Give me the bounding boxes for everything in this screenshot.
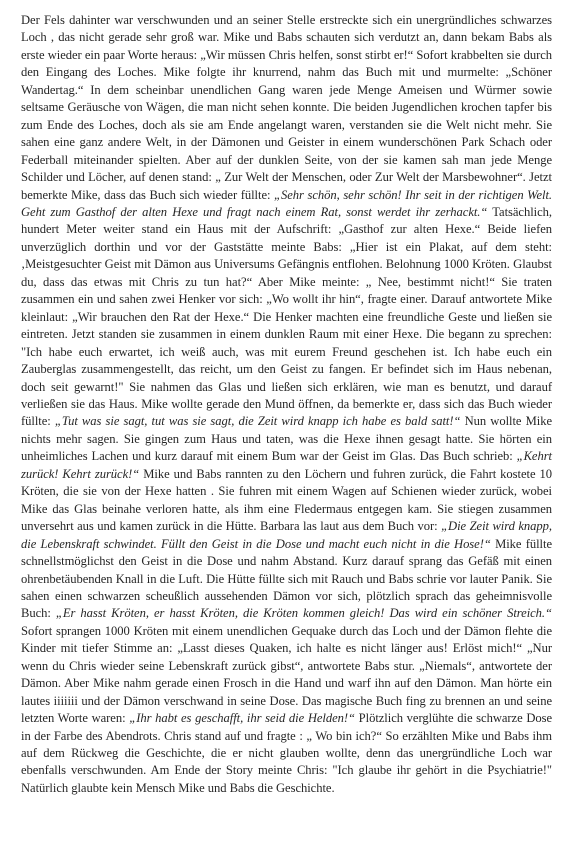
story-text-segment-1: Der Fels dahinter war verschwunden und an seiner Stelle erstreckte sich ein unergründliches schwarzes Loch , das nicht gerade sehr groß war. Mike und Babs schauten sich verdutzt an, dann bekam Babs als erste wieder ein paar Worte heraus: „Wir müssen Chris helfen, sonst stirbt er!“ Sofort krabbelten sie durch den Eingang des Loches. Mike folgte ihr knurrend, nahm das Buch mit und murmelte: „Schöner Wandertag.“ In dem scheinbar unendlichen Gang waren jede Menge Ameisen und Würmer sowie seltsame Geräusche von Wägen, die man nicht sehen konnte. Die beiden Jugendlichen krochen tapfer bis zum Ende des Loches, doch als sie am Ende angelangt waren, verstanden sie die Welt nicht mehr. Sie sahen eine ganz andere Welt, in der Dämonen und Geister in einem wunderschönen Park Schach oder Federball miteinander spielten. Aber auf der dunklen Seite, von der sie kamen sah man jede Menge Schilder und Löcher, auf denen stand: „ Zur Welt der Menschen, oder Zur Welt der Marsbewohner“. Jetzt bemerkte Mike, dass das Buch sich wieder füllte: [21,13,552,202]
magic-book-message-6: „Ihr habt es geschafft, ihr seid die Helden!“ [129,711,355,726]
story-text-segment-6: Sofort sprangen 1000 Kröten mit einem unendlichen Gequake durch das Loch und der Dämon flehte die Kinder mit tiefer Stimme an: „Lasst dieses Quaken, ich halte es nicht länger aus! Erlöst mich!“ „Nur wenn du Chris wieder seine Lebenskraft zurück gibst“, antwortete Babs stur. „Niemals“, antwortete der Dämon. Aber Mike nahm gerade einen Frosch in die Hand und warf ihn auf den Dämon. Man hörte ein lautes iiiiiii und der Dämon verschwand in seine Dose. Das magische Buch fing zu brennen an und seine letzten Worte waren: [21,623,552,726]
story-text-segment-4: Mike und Babs rannten zu den Löchern und fuhren zurück, die Fahrt kostete 10 Kröten, die sie von der Hexe hatten . Sie fuhren mit einem Wagen auf Schienen wieder zurück, wobei Mike das Glas beinahe verloren hatte, als ihm eine Fledermaus entgegen kam. Sie stiegen zusammen unversehrt aus und kamen zurück in die Hütte. Barbara las laut aus dem Buch vor: [21,466,552,534]
magic-book-message-2: „Tut was sie sagt, tut was sie sagt, die Zeit wird knapp ich habe es bald satt!“ [54,414,461,429]
story-paragraph [21,12,552,797]
magic-book-message-3: „Kehrt zurück! Kehrt zurück!“ [21,449,552,481]
story-page [21,12,552,797]
story-text-segment-3: Nun wollte Mike nichts mehr sagen. Sie gingen zum Haus und taten, was die Hexe ihnen gesagt hatte. Sie hörten ein unheimliches Lachen und kurz darauf mit einem Bum war der Geist im Glas. Das Buch schrieb: [21,414,552,464]
magic-book-message-4: „Die Zeit wird knapp, die Lebenskraft schwindet. Füllt den Geist in die Dose und macht euch nicht in die Hose!“ [21,519,552,551]
story-text-segment-2: Tatsächlich, hundert Meter weiter stand ein Haus mit der Aufschrift: „Gasthof zur alten Hexe.“ Beide liefen unverzüglich dorthin und vor der Gaststätte meinte Babs: „Hier ist ein Plakat, auf dem steht: ‚Meistgesuchter Geist mit Dämon aus Universums Gefängnis entflohen. Belohnung 1000 Kröten. Glaubst du, dass das etwas mit Chris zu tun hat?“ Aber Mike meinte: „ Nee, bestimmt nicht!“ Sie traten zusammen ein und sahen zwei Henker vor sich: „Wo wollt ihr hin“, fragte einer. Darauf antwortete Mike kleinlaut: „Wir brauchen den Rat der Hexe.“ Die Henker machten eine freundliche Geste und ließen sie eintreten. Jetzt standen sie zusammen in einem dunklen Raum mit einer Hexe. Die begann zu sprechen: "Ich habe euch erwartet, ich weiß auch, was mit eurem Freund geschehen ist. Ich habe euch ein Zauberglas zusammengestellt, das reicht, um den Geist zu fangen. Er befindet sich im Haus nebenan, doch seit gewarnt!" Sie nahmen das Glas und ließen sich erklären, wie man es benutzt, und darauf verließen sie das Haus. Mike wollte gerade den Mund öffnen, da bemerkte er, dass sich das Buch wieder füllte: [21,204,552,429]
magic-book-message-5: „Er hasst Kröten, er hasst Kröten, die Kröten kommen gleich! Das wird ein schöner Streich.“ [55,606,552,621]
magic-book-message-1: „Sehr schön, sehr schön! Ihr seit in der richtigen Welt. Geht zum Gasthof der alten Hexe und fragt nach einem Rat, sonst werdet ihr zerhackt.“ [21,187,553,219]
story-text-segment-5: Mike füllte schnellstmöglichst den Geist in die Dose und nahm Abstand. Kurz darauf sprang das Gefäß mit einen ohrenbetäubenden Knall in die Luft. Die Hütte füllte sich mit Rauch und Babs schrie vor lauter Panik. Sie sahen einen schwarzen scheußlich aussehenden Dämon vor sich, plötzlich sprach das geheimnisvolle Buch: [21,536,552,621]
story-text-segment-7: Plötzlich verglühte die schwarze Dose in der Farbe des Abendrots. Chris stand auf und fragte : „ Wo bin ich?“ So erzählten Mike und Babs ihm auf dem Rückweg die Geschichte, die er nicht glauben wollte, denn das unergründliche Loch war ebenfalls verschwunden. Am Ende der Story meinte Chris: "Ich glaube ihr gehört in die Psychiatrie!" Natürlich glaubte kein Mensch Mike und Babs die Geschichte. [21,711,552,795]
